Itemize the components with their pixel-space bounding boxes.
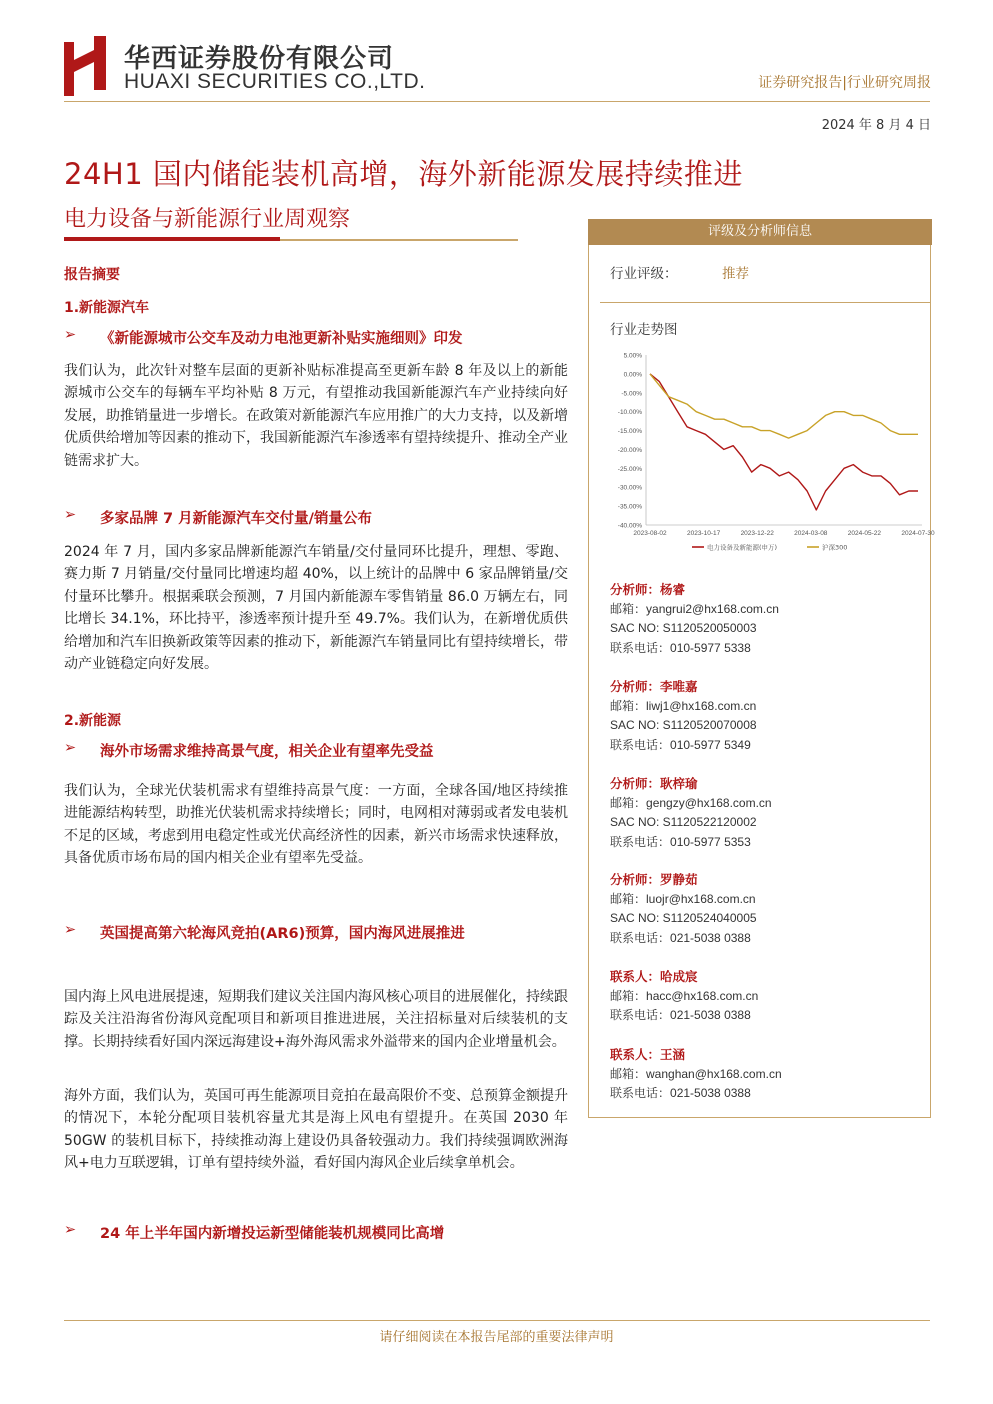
phone-label: 联系电话： [610,834,671,849]
rating-divider [600,302,930,303]
analyst-sac: SAC NO: S1120522120002 [610,815,757,829]
y-tick-label: -35.00% [617,503,642,511]
legend-label: 电力设备及新能源(申万) [707,543,778,552]
email-label: 邮箱： [610,988,647,1003]
bullet-heading-text: 24 年上半年国内新增投运新型储能装机规模同比高增 [100,1226,445,1242]
y-tick-label: -5.00% [621,390,642,398]
series-line-sector [650,374,918,510]
analyst-name: 分析师：杨睿 [610,582,686,597]
section-heading-new-energy: 2.新能源 [64,713,122,729]
rating-analyst-header: 评级及分析师信息 [588,219,932,245]
arrow-bullet-icon: ➢ [64,1222,77,1238]
analyst-email[interactable]: yangrui2@hx168.com.cn [646,601,779,616]
analyst-card [610,774,772,852]
arrow-bullet-icon: ➢ [64,740,77,756]
contact-card [610,967,758,1026]
paragraph: 国内海上风电进展提速，短期我们建议关注国内海风核心项目的进展催化，持续跟踪及关注沿海省份海风竞配项目和新项目推进进展，关注招标量对后续装机的支撑。长期持续看好国内深远海建设+海外海风需求外溢带来的国内企业增量机会。 [64,989,568,1050]
analyst-phone: 010-5977 5349 [670,737,751,752]
title-underline-red [64,237,280,241]
company-name-cn: 华西证券股份有限公司 [124,44,395,74]
bullet-heading-text: 英国提高第六轮海风竞拍(AR6)预算，国内海风进展推进 [100,926,465,942]
title-underline-gold [280,239,518,241]
bullet-heading-text: 多家品牌 7 月新能源汽车交付量/销量公布 [100,511,372,527]
arrow-bullet-icon: ➢ [64,327,77,343]
email-label: 邮箱： [610,795,647,810]
paragraph: 我们认为，此次针对整车层面的更新补贴标准提高至更新车龄 8 年及以上的新能源城市公交车的每辆车平均补贴 8 万元，有望推动我国新能源汽车产业持续向好发展，助推销量进一步增长。在政策对新能源汽车应用推广的大力支持，以及新增优质供给增加等因素的推动下，我国新能源汽车渗透率有望持续提升、推动全产业链需求扩大。 [64,363,568,469]
y-tick-label: -40.00% [617,522,642,530]
phone-label: 联系电话： [610,1086,671,1100]
contact-name: 联系人：王涵 [610,1047,686,1062]
y-tick-label: -20.00% [617,446,642,454]
y-tick-label: -25.00% [617,465,642,473]
contact-name: 联系人：哈成宸 [610,969,698,984]
page-title: 24H1 国内储能装机高增，海外新能源发展持续推进 [64,157,743,191]
company-name-en: HUAXI SECURITIES CO.,LTD. [124,70,426,93]
y-tick-label: 5.00% [623,352,642,360]
paragraph: 2024 年 7 月，国内多家品牌新能源汽车销量/交付量同环比提升，理想、零跑、赛力斯 7 月销量/交付量同比增速均超 40%，以上统计的品牌中 6 家品牌销量/交付量环比攀升。根据乘联会预测，7 月国内新能源车零售销量 86.0 万辆左右，同比增长 34.1%，环比持平，渗透率预计提升至 49.7%。我们认为，在新增优质供给增加和汽车旧换新政策等因素的推动下，新能源汽车销量同比有望持续增长，带动产业链稳定向好发展。 [64,544,568,673]
rating-label: 行业评级： [610,266,678,282]
email-label: 邮箱： [610,601,647,616]
phone-label: 联系电话： [610,930,671,945]
x-tick-label: 2024-05-22 [847,530,882,537]
industry-trend-chart [600,345,935,557]
company-logo [64,36,464,98]
phone-label: 联系电话： [610,640,671,655]
contact-card [610,1045,782,1104]
analyst-card [610,580,779,658]
analyst-email[interactable]: gengzy@hx168.com.cn [646,795,772,810]
analyst-sac: SAC NO: S1120520070008 [610,718,757,732]
email-label: 邮箱： [610,698,647,713]
paragraph: 海外方面，我们认为，英国可再生能源项目竞拍在最高限价不变、总预算金额提升的情况下，本轮分配项目装机容量尤其是海上风电有望提升。在英国 2030 年 50GW 的装机目标下，持续推动海上建设仍具备较强动力。我们持续强调欧洲海风+电力互联逻辑，订单有望持续外溢，看好国内海风企业后续拿单机会。 [64,1088,568,1172]
header-divider [64,101,930,102]
email-label: 邮箱： [610,891,647,906]
contact-email[interactable]: hacc@hx168.com.cn [646,988,759,1003]
summary-label: 报告摘要 [64,267,120,283]
analyst-phone: 021-5038 0388 [670,930,751,945]
contact-phone: 021-5038 0388 [670,1008,751,1022]
report-type: 证券研究报告|行业研究周报 [758,75,931,91]
x-tick-label: 2023-12-22 [740,530,774,537]
analyst-email[interactable]: luojr@hx168.com.cn [646,891,756,906]
paragraph: 我们认为，全球光伏装机需求有望维持高景气度：一方面，全球各国/地区持续推进能源结构转型，助推光伏装机需求持续增长；同时，电网相对薄弱或者发电装机不足的区域，考虑到用电稳定性或光伏高经济性的因素，新兴市场需求快速释放，具备优质市场布局的国内相关企业有望率先受益。 [64,783,568,867]
y-tick-label: -15.00% [617,428,642,436]
contact-phone: 021-5038 0388 [670,1086,751,1100]
analyst-name: 分析师：李唯嘉 [610,679,698,694]
arrow-bullet-icon: ➢ [64,507,77,523]
x-tick-label: 2023-08-02 [633,530,667,537]
footer-disclaimer: 请仔细阅读在本报告尾部的重要法律声明 [379,1330,614,1345]
trend-chart-label: 行业走势图 [610,322,678,338]
analyst-sac: SAC NO: S1120520050003 [610,621,757,635]
legend-label: 沪深300 [822,543,848,552]
analyst-phone: 010-5977 5353 [670,834,751,849]
contact-email[interactable]: wanghan@hx168.com.cn [646,1066,782,1081]
y-tick-label: -30.00% [617,484,642,492]
analyst-phone: 010-5977 5338 [670,640,751,655]
arrow-bullet-icon: ➢ [64,922,77,938]
rating-value: 推荐 [722,266,749,282]
y-tick-label: -10.00% [617,409,642,417]
huaxi-logo-icon [64,36,108,96]
bullet-heading-text: 《新能源城市公交车及动力电池更新补贴实施细则》印发 [100,331,463,347]
analyst-email[interactable]: liwj1@hx168.com.cn [646,698,757,713]
x-tick-label: 2023-10-17 [686,530,721,537]
phone-label: 联系电话： [610,737,671,752]
bullet-heading-text: 海外市场需求维持高景气度，相关企业有望率先受益 [100,744,434,760]
section-heading-ev: 1.新能源汽车 [64,300,150,316]
analyst-sac: SAC NO: S1120524040005 [610,911,757,925]
y-tick-label: 0.00% [623,371,642,379]
x-tick-label: 2024-07-30 [901,530,935,537]
report-date: 2024 年 8 月 4 日 [821,118,931,133]
analyst-card [610,870,757,948]
analyst-card [610,677,757,755]
phone-label: 联系电话： [610,1008,671,1022]
email-label: 邮箱： [610,1066,647,1081]
analyst-name: 分析师：罗静茹 [610,872,698,887]
footer-divider [64,1320,930,1321]
analyst-name: 分析师：耿梓瑜 [610,776,698,791]
page-subtitle: 电力设备与新能源行业周观察 [64,207,351,232]
x-tick-label: 2024-03-08 [794,530,828,537]
